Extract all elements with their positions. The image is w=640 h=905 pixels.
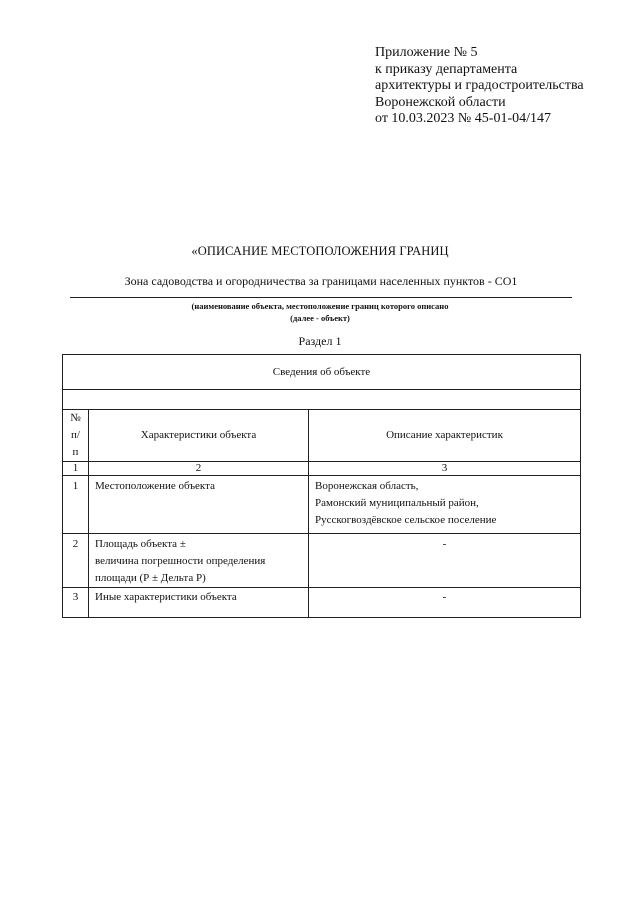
object-name: Зона садоводства и огородничества за границами населенных пунктов - СО1 <box>124 274 518 288</box>
column-number: 1 <box>63 462 89 476</box>
table-header-row <box>63 410 581 462</box>
object-name-underline <box>70 297 572 298</box>
appendix-line: Приложение № 5 <box>375 45 478 60</box>
caption-line: (далее - объект) <box>290 313 350 323</box>
column-number: 2 <box>89 462 309 476</box>
row-number: 2 <box>63 534 89 588</box>
appendix-line: к приказу департамента <box>375 61 518 77</box>
header-characteristic: Характеристики объекта <box>89 410 309 462</box>
row-description <box>309 534 581 588</box>
blank-cell <box>63 390 581 410</box>
row-characteristic <box>89 534 309 588</box>
row-description <box>309 476 581 534</box>
cell-line: площади (Р ± Дельта Р) <box>95 572 206 584</box>
table-title-row <box>63 355 581 390</box>
appendix-header <box>375 45 584 128</box>
row-characteristic <box>89 476 309 534</box>
row-characteristic <box>89 588 309 618</box>
appendix-line: архитектуры и градостроительства <box>375 78 584 93</box>
cell-line: - <box>442 591 447 603</box>
table-title: Сведения об объекте <box>63 355 581 390</box>
object-info-table <box>62 354 581 618</box>
appendix-date-line: от 10.03.2023 № 45-01-04/147 <box>375 111 552 126</box>
cell-line: Местоположение объекта <box>95 480 215 492</box>
cell-line: Иные характеристики объекта <box>95 591 237 603</box>
section-label: Раздел 1 <box>298 334 342 348</box>
caption-line: (наименование объекта, местоположение границ которого описано <box>191 301 449 311</box>
appendix-line: Воронежской области <box>375 94 506 110</box>
table-blank-row <box>63 390 581 410</box>
column-number: 3 <box>309 462 581 476</box>
cell-line: Рамонский муниципальный район, <box>315 497 479 509</box>
header-number: № п/п <box>63 410 89 462</box>
cell-line: Воронежская область, <box>315 480 419 492</box>
cell-line: величина погрешности определения <box>95 555 266 567</box>
header-description: Описание характеристик <box>309 410 581 462</box>
table-row <box>63 476 581 534</box>
document-title: «ОПИСАНИЕ МЕСТОПОЛОЖЕНИЯ ГРАНИЦ <box>191 244 449 258</box>
cell-line: Русскогвоздёвское сельское поселение <box>315 514 497 526</box>
row-description <box>309 588 581 618</box>
cell-line: - <box>442 538 447 550</box>
cell-line: Площадь объекта ± <box>95 538 186 550</box>
table-row <box>63 534 581 588</box>
object-caption <box>0 300 640 324</box>
table-row <box>63 588 581 618</box>
row-number: 1 <box>63 476 89 534</box>
column-number-row <box>63 462 581 476</box>
row-number: 3 <box>63 588 89 618</box>
